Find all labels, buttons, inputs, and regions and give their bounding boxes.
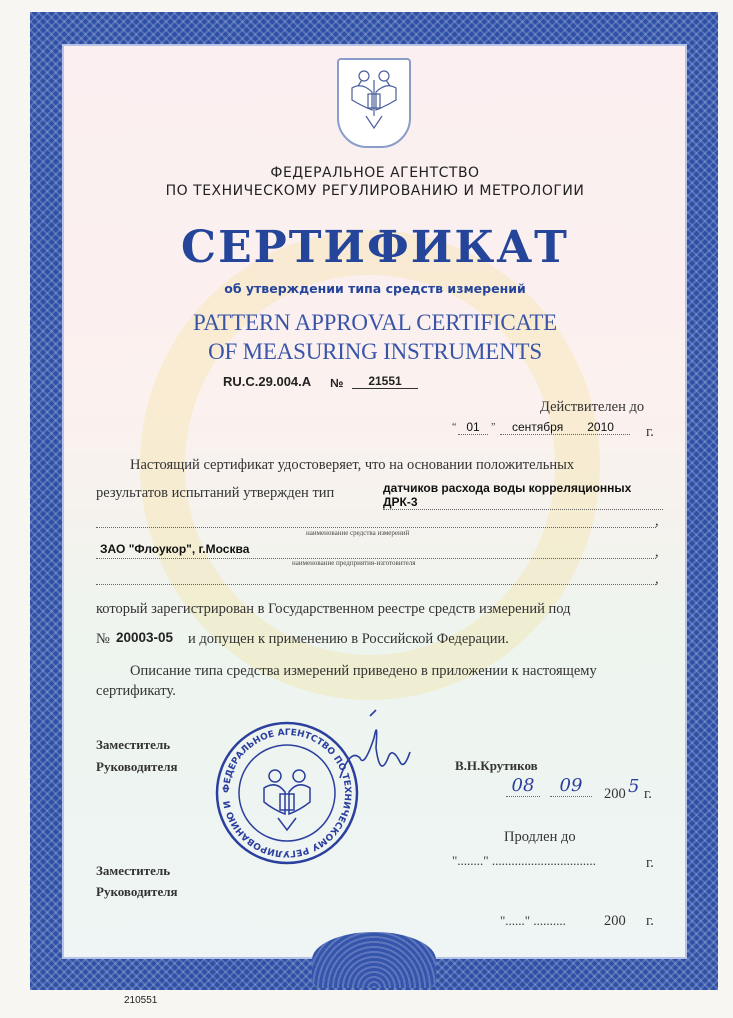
signature-year-prefix: 200 (604, 786, 626, 802)
validity-year: 2010 (587, 420, 614, 434)
certificate-code: RU.C.29.004.A (223, 374, 312, 389)
signatory-2-title-1: Заместитель (96, 863, 171, 878)
registry-number-label: № (96, 631, 110, 647)
instrument-name: датчиков расхода воды корреляционных ДРК-3 (383, 481, 663, 510)
validity-month: сентября (512, 420, 564, 434)
certificate-number: 21551 (352, 374, 418, 389)
coat-of-arms-emblem (337, 58, 411, 148)
extension-line: "........" ................................ (452, 853, 596, 868)
body-paragraph-2: который зарегистрирован в Государственном реестре средств измерений под (96, 601, 571, 617)
signature-handwritten (330, 708, 420, 788)
validity-label: Действителен до (540, 399, 645, 415)
manufacturer-continuation-line (96, 572, 656, 585)
manufacturer-continuation-comma: , (655, 571, 659, 587)
manufacturer-name: ЗАО "Флоукор", г.Москва (100, 542, 250, 556)
signature-day: 08 (506, 775, 540, 797)
certificate-title: СЕРТИФИКАТ (181, 222, 569, 273)
validity-quote-open: “ (452, 422, 457, 433)
signatory-2-suffix: г. (646, 913, 654, 929)
english-title-line-1: PATTERN APPROVAL CERTIFICATE (192, 310, 558, 335)
extension-suffix: г. (646, 855, 654, 871)
number-label: № (330, 376, 344, 390)
serial-number: 210551 (124, 995, 158, 1006)
bottom-ornament (312, 932, 436, 988)
validity-month-year (500, 420, 630, 435)
signatory-2-year: 200 (604, 913, 626, 929)
extension-label: Продлен до (504, 829, 576, 845)
body-paragraph-1b: результатов испытаний утвержден тип (96, 485, 335, 501)
signature-month: 09 (550, 775, 592, 797)
body-paragraph-2b: и допущен к применению в Российской Федерации. (188, 631, 509, 647)
validity-year-suffix: г. (646, 424, 654, 440)
agency-line-1: ФЕДЕРАЛЬНОЕ АГЕНТСТВО (270, 165, 480, 181)
english-title-line-2: OF MEASURING INSTRUMENTS (208, 339, 542, 364)
body-paragraph-3b: сертификату. (96, 683, 176, 699)
validity-day: 01 (458, 420, 488, 435)
manufacturer-line-comma: , (655, 544, 659, 560)
signatory-2-date-line: "......" .......... (500, 913, 566, 928)
instrument-line-comma: , (655, 513, 659, 529)
stamp-ring-text: ФЕДЕРАЛЬНОЕ АГЕНТСТВО ПО ТЕХНИЧЕСКОМУ РЕГУЛИРОВАНИЮ И (221, 727, 353, 859)
signatory-1-title-2: Руководителя (96, 759, 178, 774)
body-paragraph-3: Описание типа средства измерений приведено в приложении к настоящему (130, 663, 597, 679)
agency-line-2: ПО ТЕХНИЧЕСКОМУ РЕГУЛИРОВАНИЮ И МЕТРОЛОГИИ (165, 183, 585, 199)
certificate-subtitle: об утверждении типа средств измерений (224, 281, 526, 296)
signatory-1-title-1: Заместитель (96, 737, 171, 752)
signatory-1-name: В.Н.Крутиков (455, 758, 538, 773)
manufacturer-caption: наименование предприятия-изготовителя (292, 559, 416, 567)
signature-year-suffix: г. (644, 786, 652, 802)
signature-year-handwritten: 5 (628, 776, 640, 797)
instrument-continuation-line (96, 515, 656, 528)
signatory-2-title-2: Руководителя (96, 884, 178, 899)
validity-quote-close: ” (491, 422, 496, 433)
instrument-caption: наименование средства измерений (306, 529, 410, 537)
registry-number: 20003-05 (116, 630, 174, 645)
body-paragraph-1: Настоящий сертификат удостоверяет, что на основании положительных (130, 457, 575, 473)
